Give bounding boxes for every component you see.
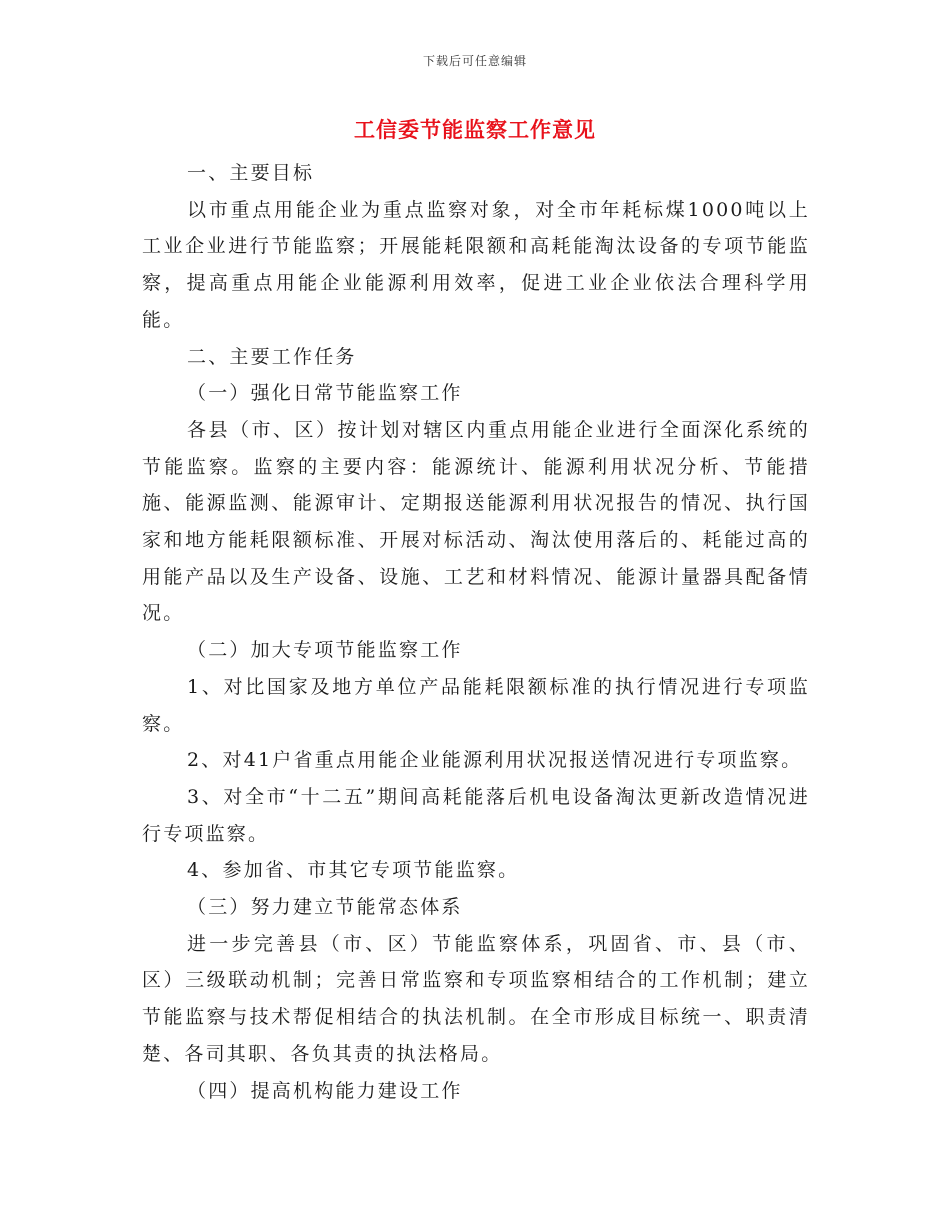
document-body	[142, 155, 810, 1109]
paragraph-daily-inspection: 各县（市、区）按计划对辖区内重点用能企业进行全面深化系统的节能监察。监察的主要内容：能源统计、能源利用状况分析、节能措施、能源监测、能源审计、定期报送能源利用状况报告的情况、执行国家和地方能耗限额标准、开展对标活动、淘汰使用落后的、耗能过高的用能产品以及生产设备、设施、工艺和材料情况、能源计量器具配备情况。	[142, 418, 810, 625]
page-header-note: 下载后可任意编辑	[422, 54, 527, 68]
subheading-daily-inspection: （一）强化日常节能监察工作	[187, 382, 463, 405]
list-item-special-3: 3、对全市“十二五”期间高耗能落后机电设备淘汰更新改造情况进行专项监察。	[142, 785, 810, 845]
paragraph-main-goals: 以市重点用能企业为重点监察对象，对全市年耗标煤1000吨以上工业企业进行节能监察；开展能耗限额和高耗能淘汰设备的专项节能监察，提高重点用能企业能源利用效率，促进工业企业依法合理科学用能。	[142, 198, 810, 331]
list-item-special-1: 1、对比国家及地方单位产品能耗限额标准的执行情况进行专项监察。	[142, 675, 810, 735]
subheading-capacity-building: （四）提高机构能力建设工作	[187, 1079, 463, 1102]
paragraph-normal-system: 进一步完善县（市、区）节能监察体系，巩固省、市、县（市、区）三级联动机制；完善日常监察和专项监察相结合的工作机制；建立节能监察与技术帮促相结合的执法机制。在全市形成目标统一、职责清楚、各司其职、各负其责的执法格局。	[142, 932, 810, 1065]
document-title: 工信委节能监察工作意见	[354, 117, 596, 142]
heading-main-tasks: 二、主要工作任务	[187, 345, 357, 368]
list-item-special-4: 4、参加省、市其它专项节能监察。	[187, 859, 520, 882]
list-item-special-2: 2、对41户省重点用能企业能源利用状况报送情况进行专项监察。	[187, 749, 803, 772]
subheading-special-inspection: （二）加大专项节能监察工作	[187, 639, 463, 662]
subheading-normal-system: （三）努力建立节能常态体系	[187, 896, 463, 919]
heading-main-goals: 一、主要目标	[187, 162, 315, 184]
